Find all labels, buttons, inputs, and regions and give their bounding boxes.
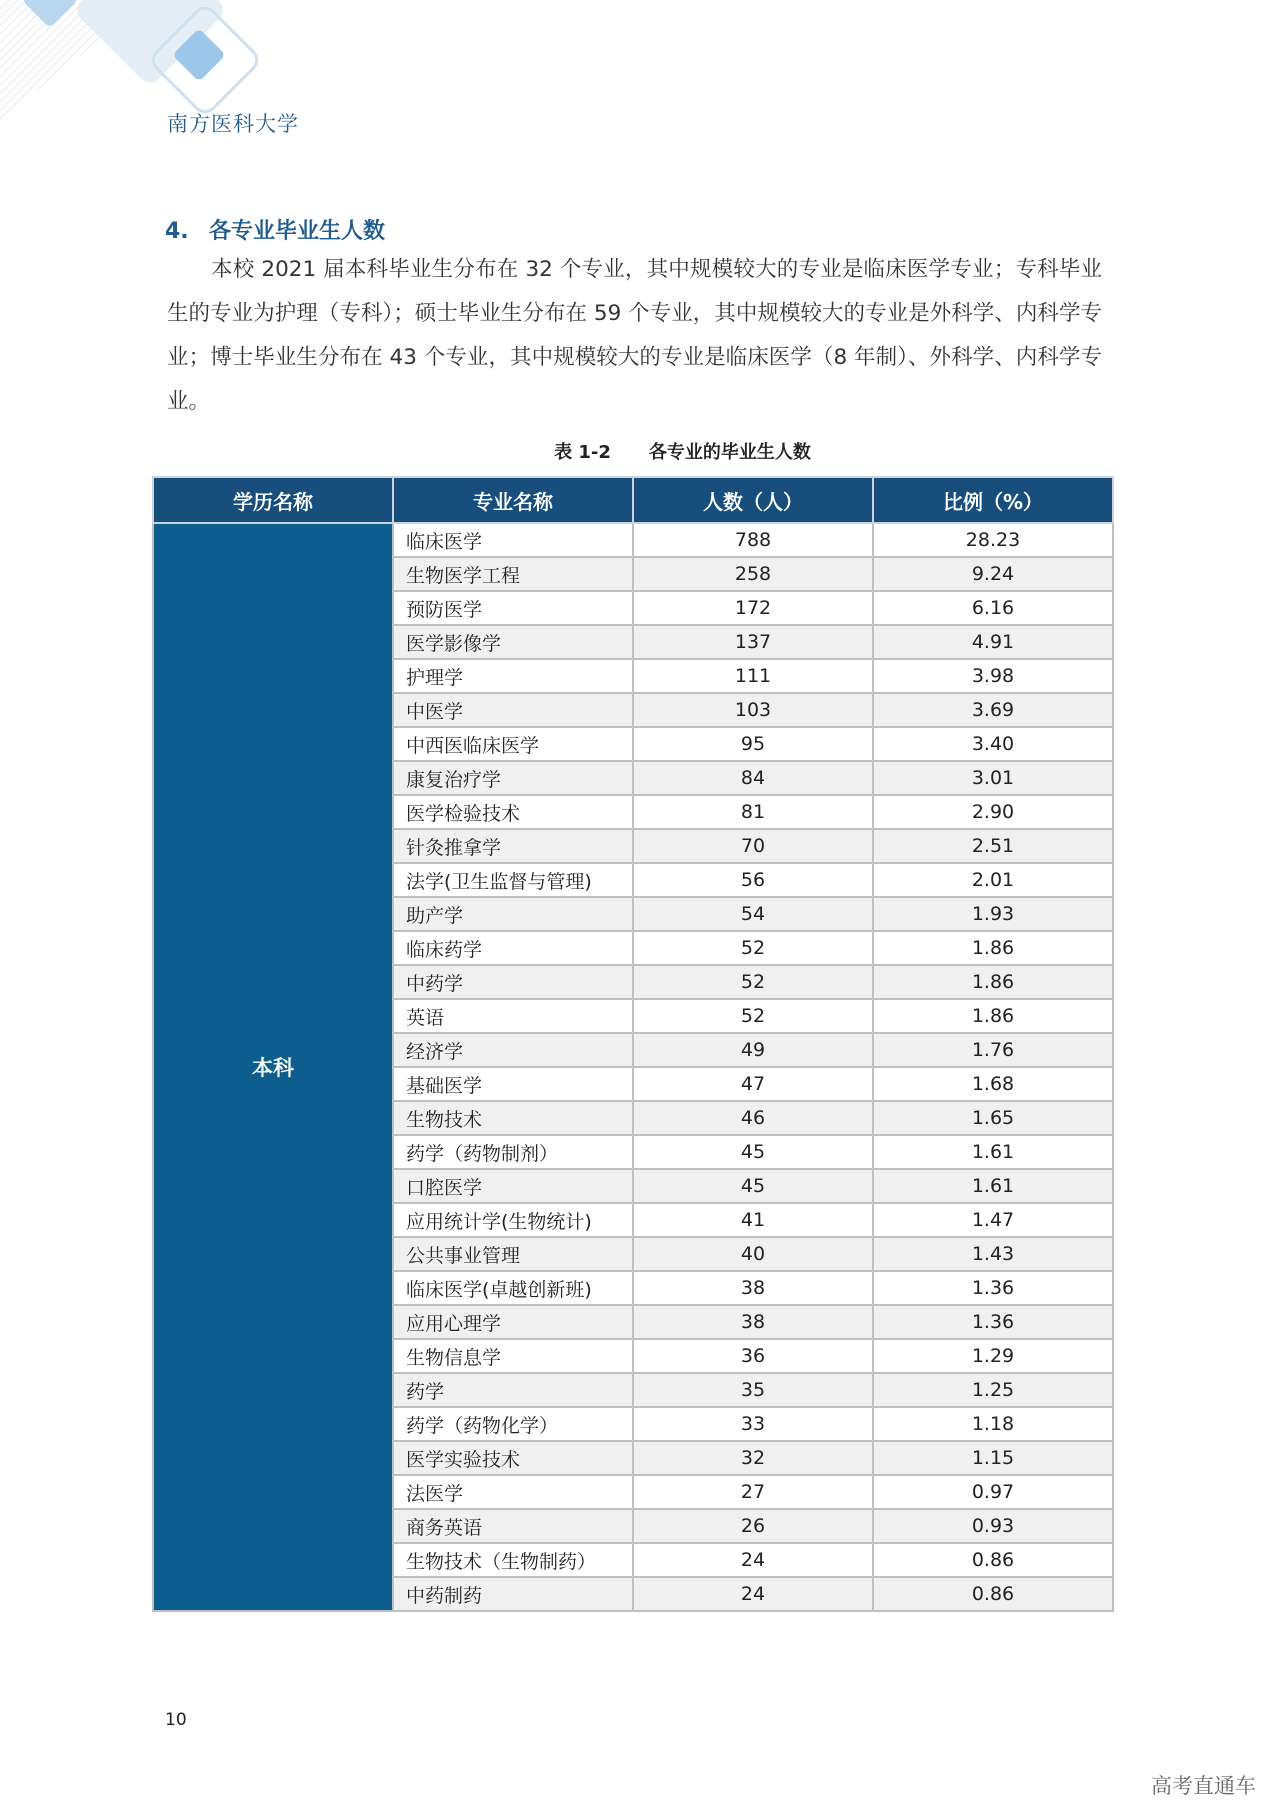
major-cell: 临床医学(卓越创新班) xyxy=(393,1271,633,1305)
table-caption-title: 各专业的毕业生人数 xyxy=(648,442,811,463)
major-cell: 应用心理学 xyxy=(393,1305,633,1339)
count-cell: 111 xyxy=(633,659,873,693)
ratio-cell: 9.24 xyxy=(873,557,1113,591)
major-cell: 生物医学工程 xyxy=(393,557,633,591)
major-cell: 口腔医学 xyxy=(393,1169,633,1203)
ratio-cell: 1.76 xyxy=(873,1033,1113,1067)
count-cell: 172 xyxy=(633,591,873,625)
count-cell: 45 xyxy=(633,1135,873,1169)
graduates-by-major-table xyxy=(152,476,1114,1612)
major-cell: 应用统计学(生物统计) xyxy=(393,1203,633,1237)
ratio-cell: 1.15 xyxy=(873,1441,1113,1475)
section-number: 4. xyxy=(165,219,189,244)
count-cell: 46 xyxy=(633,1101,873,1135)
major-cell: 康复治疗学 xyxy=(393,761,633,795)
ratio-cell: 0.97 xyxy=(873,1475,1113,1509)
ratio-cell: 6.16 xyxy=(873,591,1113,625)
graduates-table-frame xyxy=(152,476,1112,1612)
count-cell: 35 xyxy=(633,1373,873,1407)
count-cell: 45 xyxy=(633,1169,873,1203)
count-cell: 33 xyxy=(633,1407,873,1441)
count-cell: 24 xyxy=(633,1543,873,1577)
ratio-cell: 1.93 xyxy=(873,897,1113,931)
count-cell: 38 xyxy=(633,1271,873,1305)
ratio-cell: 1.61 xyxy=(873,1169,1113,1203)
major-cell: 基础医学 xyxy=(393,1067,633,1101)
major-cell: 公共事业管理 xyxy=(393,1237,633,1271)
count-cell: 36 xyxy=(633,1339,873,1373)
header-count: 人数（人） xyxy=(633,477,873,523)
ratio-cell: 2.01 xyxy=(873,863,1113,897)
ratio-cell: 3.01 xyxy=(873,761,1113,795)
major-cell: 护理学 xyxy=(393,659,633,693)
table-body xyxy=(153,523,1113,1611)
count-cell: 40 xyxy=(633,1237,873,1271)
major-cell: 药学（药物制剂） xyxy=(393,1135,633,1169)
major-cell: 药学 xyxy=(393,1373,633,1407)
table-caption-label: 表 1-2 xyxy=(554,442,611,463)
count-cell: 38 xyxy=(633,1305,873,1339)
degree-level-cell: 本科 xyxy=(153,523,393,1611)
section-heading xyxy=(165,214,385,245)
table-header-row xyxy=(153,477,1113,523)
major-cell: 中医学 xyxy=(393,693,633,727)
count-cell: 56 xyxy=(633,863,873,897)
ratio-cell: 1.61 xyxy=(873,1135,1113,1169)
ratio-cell: 28.23 xyxy=(873,523,1113,557)
major-cell: 临床医学 xyxy=(393,523,633,557)
count-cell: 54 xyxy=(633,897,873,931)
ratio-cell: 2.51 xyxy=(873,829,1113,863)
ratio-cell: 1.36 xyxy=(873,1305,1113,1339)
table-caption xyxy=(0,438,1280,464)
ratio-cell: 0.86 xyxy=(873,1543,1113,1577)
school-name: 南方医科大学 xyxy=(167,112,299,136)
count-cell: 137 xyxy=(633,625,873,659)
ratio-cell: 1.86 xyxy=(873,965,1113,999)
count-cell: 81 xyxy=(633,795,873,829)
ratio-cell: 1.86 xyxy=(873,999,1113,1033)
major-cell: 法学(卫生监督与管理) xyxy=(393,863,633,897)
count-cell: 24 xyxy=(633,1577,873,1611)
major-cell: 预防医学 xyxy=(393,591,633,625)
major-cell: 针灸推拿学 xyxy=(393,829,633,863)
header-major: 专业名称 xyxy=(393,477,633,523)
ratio-cell: 3.40 xyxy=(873,727,1113,761)
count-cell: 788 xyxy=(633,523,873,557)
ratio-cell: 1.43 xyxy=(873,1237,1113,1271)
ratio-cell: 1.65 xyxy=(873,1101,1113,1135)
count-cell: 258 xyxy=(633,557,873,591)
ratio-cell: 1.18 xyxy=(873,1407,1113,1441)
major-cell: 法医学 xyxy=(393,1475,633,1509)
major-cell: 医学影像学 xyxy=(393,625,633,659)
major-cell: 生物信息学 xyxy=(393,1339,633,1373)
major-cell: 生物技术 xyxy=(393,1101,633,1135)
count-cell: 84 xyxy=(633,761,873,795)
count-cell: 103 xyxy=(633,693,873,727)
intro-paragraph: 本校 2021 届本科毕业生分布在 32 个专业，其中规模较大的专业是临床医学专业；专科毕业生的专业为护理（专科）；硕士毕业生分布在 59 个专业，其中规模较大的专业是外科学、内科学专业；博士毕业生分布在 43 个专业，其中规模较大的专业是临床医学（8 年制）、外科学、内科学专业。 xyxy=(167,257,1102,414)
ratio-cell: 1.29 xyxy=(873,1339,1113,1373)
header-ratio: 比例（%） xyxy=(873,477,1113,523)
major-cell: 生物技术（生物制药） xyxy=(393,1543,633,1577)
watermark: 高考直通车 xyxy=(1151,1774,1256,1798)
count-cell: 52 xyxy=(633,965,873,999)
section-title: 各专业毕业生人数 xyxy=(209,219,386,244)
ratio-cell: 0.93 xyxy=(873,1509,1113,1543)
table-row xyxy=(153,523,1113,557)
major-cell: 药学（药物化学） xyxy=(393,1407,633,1441)
ratio-cell: 4.91 xyxy=(873,625,1113,659)
major-cell: 商务英语 xyxy=(393,1509,633,1543)
major-cell: 中西医临床医学 xyxy=(393,727,633,761)
count-cell: 49 xyxy=(633,1033,873,1067)
count-cell: 52 xyxy=(633,931,873,965)
ratio-cell: 1.86 xyxy=(873,931,1113,965)
ratio-cell: 1.25 xyxy=(873,1373,1113,1407)
ratio-cell: 1.47 xyxy=(873,1203,1113,1237)
major-cell: 英语 xyxy=(393,999,633,1033)
count-cell: 47 xyxy=(633,1067,873,1101)
major-cell: 经济学 xyxy=(393,1033,633,1067)
ratio-cell: 0.86 xyxy=(873,1577,1113,1611)
major-cell: 医学实验技术 xyxy=(393,1441,633,1475)
count-cell: 41 xyxy=(633,1203,873,1237)
header-level: 学历名称 xyxy=(153,477,393,523)
ratio-cell: 1.36 xyxy=(873,1271,1113,1305)
ratio-cell: 1.68 xyxy=(873,1067,1113,1101)
page-number: 10 xyxy=(165,1710,187,1730)
major-cell: 中药制药 xyxy=(393,1577,633,1611)
major-cell: 助产学 xyxy=(393,897,633,931)
major-cell: 中药学 xyxy=(393,965,633,999)
count-cell: 27 xyxy=(633,1475,873,1509)
ratio-cell: 3.98 xyxy=(873,659,1113,693)
ratio-cell: 3.69 xyxy=(873,693,1113,727)
count-cell: 70 xyxy=(633,829,873,863)
count-cell: 32 xyxy=(633,1441,873,1475)
count-cell: 26 xyxy=(633,1509,873,1543)
major-cell: 医学检验技术 xyxy=(393,795,633,829)
ratio-cell: 2.90 xyxy=(873,795,1113,829)
count-cell: 95 xyxy=(633,727,873,761)
count-cell: 52 xyxy=(633,999,873,1033)
major-cell: 临床药学 xyxy=(393,931,633,965)
